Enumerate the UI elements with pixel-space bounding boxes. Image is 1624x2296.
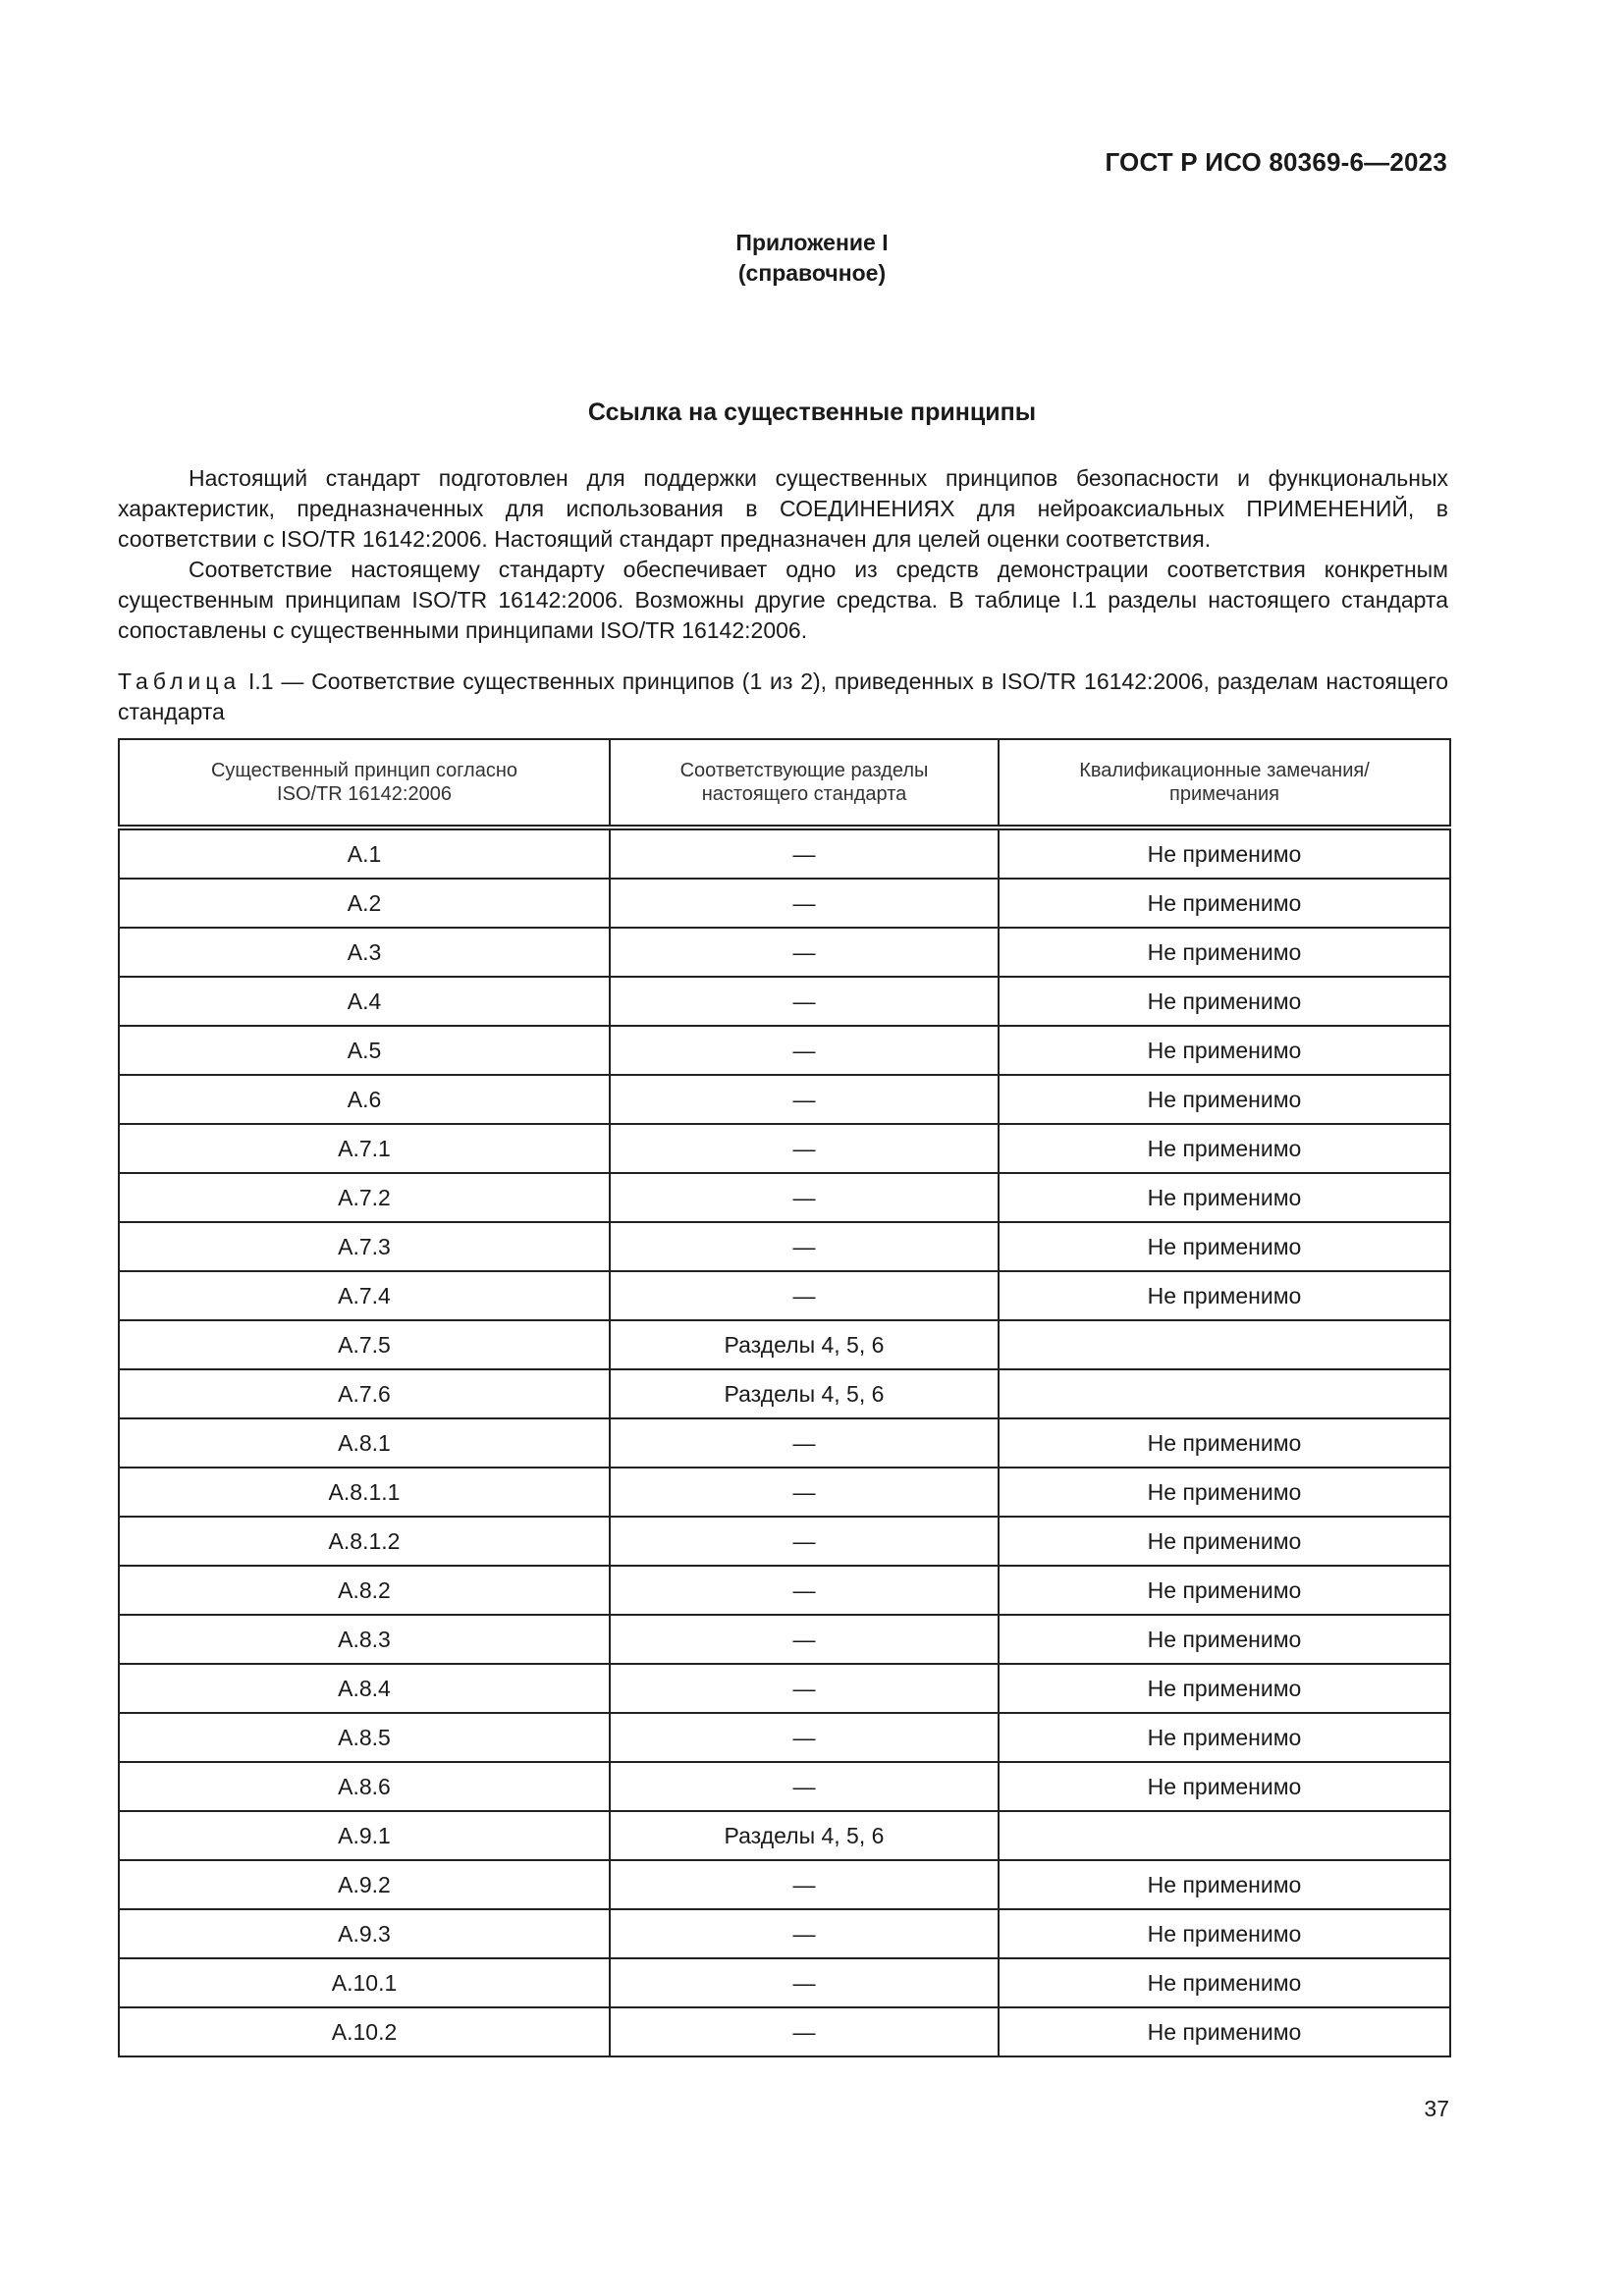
table-row	[119, 1860, 1450, 1909]
sections-cell: —	[610, 1909, 999, 1958]
table-row	[119, 1468, 1450, 1517]
remarks-cell: Не применимо	[999, 1958, 1450, 2007]
principle-cell: A.9.1	[119, 1811, 610, 1860]
remarks-cell: Не применимо	[999, 1026, 1450, 1075]
remarks-cell: Не применимо	[999, 1615, 1450, 1664]
remarks-cell	[999, 1811, 1450, 1860]
section-title: Ссылка на существенные принципы	[587, 399, 1037, 426]
sections-cell: —	[610, 1418, 999, 1468]
remarks-cell: Не применимо	[999, 1762, 1450, 1811]
table-row	[119, 928, 1450, 977]
table-row	[119, 1075, 1450, 1124]
remarks-cell: Не применимо	[999, 1222, 1450, 1271]
appendix-title: Приложение I	[735, 230, 889, 255]
principle-cell: A.2	[119, 879, 610, 928]
table-row	[119, 879, 1450, 928]
table-row	[119, 828, 1450, 879]
principle-cell: A.7.6	[119, 1369, 610, 1418]
body-text	[118, 463, 1448, 646]
principle-cell: A.3	[119, 928, 610, 977]
table-row	[119, 1418, 1450, 1468]
principle-cell: A.6	[119, 1075, 610, 1124]
table-header-row	[119, 739, 1450, 828]
page-number: 37	[1424, 2096, 1449, 2121]
principle-cell: A.8.1.1	[119, 1468, 610, 1517]
principle-cell: A.7.3	[119, 1222, 610, 1271]
remarks-cell: Не применимо	[999, 928, 1450, 977]
table-body	[119, 828, 1450, 2056]
principle-cell: A.8.4	[119, 1664, 610, 1713]
principle-cell: A.9.2	[119, 1860, 610, 1909]
remarks-cell: Не применимо	[999, 2007, 1450, 2056]
remarks-cell: Не применимо	[999, 1517, 1450, 1566]
table-row	[119, 1173, 1450, 1222]
principle-cell: A.7.5	[119, 1320, 610, 1369]
remarks-cell: Не применимо	[999, 1860, 1450, 1909]
table-row	[119, 1222, 1450, 1271]
principle-cell: A.4	[119, 977, 610, 1026]
table-row	[119, 1615, 1450, 1664]
principle-cell: A.8.2	[119, 1566, 610, 1615]
remarks-cell: Не применимо	[999, 1664, 1450, 1713]
column-header-principle: Существенный принцип согласно ISO/TR 16142:2006	[119, 739, 610, 828]
sections-cell: Разделы 4, 5, 6	[610, 1320, 999, 1369]
sections-cell: —	[610, 1762, 999, 1811]
table-row	[119, 2007, 1450, 2056]
sections-cell: —	[610, 1173, 999, 1222]
column-header-sections: Соответствующие разделы настоящего стандарта	[610, 739, 999, 828]
sections-cell: —	[610, 879, 999, 928]
table-row	[119, 1517, 1450, 1566]
principle-cell: A.7.2	[119, 1173, 610, 1222]
table-row	[119, 1958, 1450, 2007]
sections-cell: —	[610, 1615, 999, 1664]
sections-cell: —	[610, 1958, 999, 2007]
table-caption-label: Таблица	[118, 668, 242, 694]
remarks-cell: Не применимо	[999, 1075, 1450, 1124]
sections-cell: —	[610, 1271, 999, 1320]
remarks-cell: Не применимо	[999, 977, 1450, 1026]
table-row	[119, 977, 1450, 1026]
principle-cell: A.8.6	[119, 1762, 610, 1811]
paragraph: Соответствие настоящему стандарту обеспечивает одно из средств демонстрации соответствия конкретным существенным принципам ISO/TR 16142:2006. Возможны другие средства. В таблице I.1 разделы настоящего стандарта сопоставлены с существенными принципами ISO/TR 16142:2006.	[118, 557, 1448, 643]
principle-cell: A.8.5	[119, 1713, 610, 1762]
principle-cell: A.10.2	[119, 2007, 610, 2056]
principle-cell: A.8.3	[119, 1615, 610, 1664]
sections-cell: Разделы 4, 5, 6	[610, 1369, 999, 1418]
sections-cell: —	[610, 1222, 999, 1271]
principle-cell: A.9.3	[119, 1909, 610, 1958]
sections-cell: —	[610, 928, 999, 977]
remarks-cell: Не применимо	[999, 1418, 1450, 1468]
remarks-cell: Не применимо	[999, 1566, 1450, 1615]
remarks-cell: Не применимо	[999, 1173, 1450, 1222]
remarks-cell: Не применимо	[999, 1124, 1450, 1173]
table-row	[119, 1271, 1450, 1320]
sections-cell: —	[610, 1075, 999, 1124]
principle-cell: A.8.1	[119, 1418, 610, 1468]
sections-cell: —	[610, 1713, 999, 1762]
sections-cell: —	[610, 1860, 999, 1909]
remarks-cell: Не применимо	[999, 879, 1450, 928]
sections-cell: —	[610, 1026, 999, 1075]
principle-cell: A.10.1	[119, 1958, 610, 2007]
principle-cell: A.8.1.2	[119, 1517, 610, 1566]
table-row	[119, 1026, 1450, 1075]
remarks-cell	[999, 1320, 1450, 1369]
paragraph: Настоящий стандарт подготовлен для поддержки существенных принципов безопасности и функциональных характеристик, предназначенных для использования в СОЕДИНЕНИЯХ для нейроаксиальных ПРИМЕНЕНИЙ, в соответствии с ISO/TR 16142:2006. Настоящий стандарт предназначен для целей оценки соответствия.	[118, 465, 1448, 552]
table-row	[119, 1320, 1450, 1369]
table-caption	[118, 667, 1448, 727]
remarks-cell: Не применимо	[999, 1271, 1450, 1320]
remarks-cell	[999, 1369, 1450, 1418]
principle-cell: A.5	[119, 1026, 610, 1075]
sections-cell: —	[610, 2007, 999, 2056]
sections-cell: —	[610, 1566, 999, 1615]
column-header-remarks: Квалификационные замечания/ примечания	[999, 739, 1450, 828]
principle-cell: A.1	[119, 828, 610, 879]
appendix-subtitle: (справочное)	[737, 260, 887, 286]
table-row	[119, 1664, 1450, 1713]
remarks-cell: Не применимо	[999, 1713, 1450, 1762]
table-caption-text: I.1 — Соответствие существенных принципов (1 из 2), приведенных в ISO/TR 16142:2006, разделам настоящего стандарта	[118, 668, 1448, 724]
table-row	[119, 1124, 1450, 1173]
table-row	[119, 1566, 1450, 1615]
principle-cell: A.7.1	[119, 1124, 610, 1173]
remarks-cell: Не применимо	[999, 1909, 1450, 1958]
sections-cell: —	[610, 1124, 999, 1173]
table-row	[119, 1909, 1450, 1958]
sections-cell: Разделы 4, 5, 6	[610, 1811, 999, 1860]
principle-cell: A.7.4	[119, 1271, 610, 1320]
table-row	[119, 1762, 1450, 1811]
sections-cell: —	[610, 977, 999, 1026]
sections-cell: —	[610, 1517, 999, 1566]
sections-cell: —	[610, 828, 999, 879]
remarks-cell: Не применимо	[999, 828, 1450, 879]
sections-cell: —	[610, 1664, 999, 1713]
remarks-cell: Не применимо	[999, 1468, 1450, 1517]
document-code: ГОСТ Р ИСО 80369-6—2023	[1105, 147, 1447, 177]
principles-table	[118, 738, 1451, 2057]
appendix-heading	[0, 228, 1624, 289]
sections-cell: —	[610, 1468, 999, 1517]
table-row	[119, 1713, 1450, 1762]
table-row	[119, 1811, 1450, 1860]
table-row	[119, 1369, 1450, 1418]
